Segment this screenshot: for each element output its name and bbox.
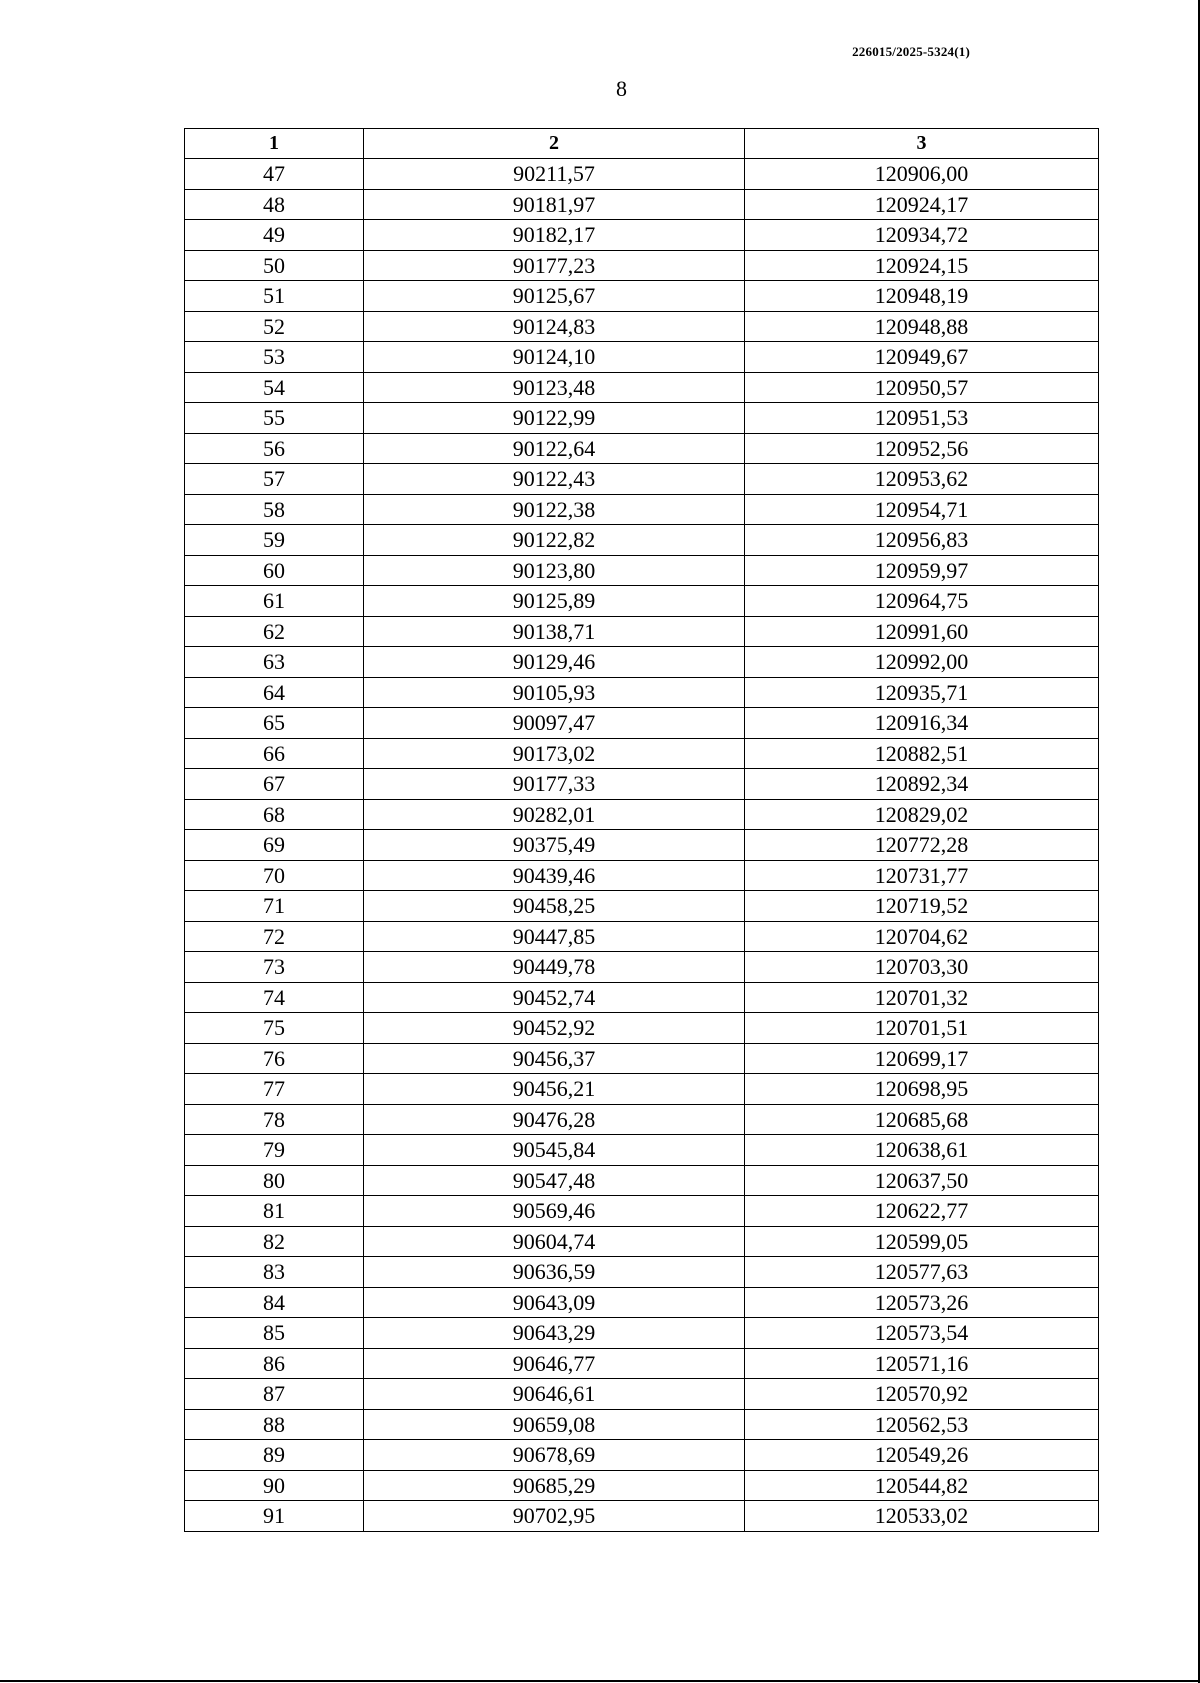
table-row <box>185 1104 1099 1135</box>
x-coordinate-cell: 90282,01 <box>364 799 745 830</box>
table-row <box>185 159 1099 190</box>
y-coordinate-cell: 120698,95 <box>745 1074 1099 1105</box>
point-number-cell: 68 <box>185 799 364 830</box>
table-row <box>185 616 1099 647</box>
y-coordinate-cell: 120638,61 <box>745 1135 1099 1166</box>
document-reference-number: 226015/2025-5324(1) <box>852 44 970 59</box>
point-number-cell: 86 <box>185 1348 364 1379</box>
y-coordinate-cell: 120951,53 <box>745 403 1099 434</box>
y-coordinate-cell: 120882,51 <box>745 738 1099 769</box>
x-coordinate-cell: 90545,84 <box>364 1135 745 1166</box>
point-number-cell: 83 <box>185 1257 364 1288</box>
table-row <box>185 1257 1099 1288</box>
x-coordinate-cell: 90122,99 <box>364 403 745 434</box>
point-number-cell: 59 <box>185 525 364 556</box>
point-number-cell: 60 <box>185 555 364 586</box>
x-coordinate-cell: 90173,02 <box>364 738 745 769</box>
table-row <box>185 1470 1099 1501</box>
y-coordinate-cell: 120544,82 <box>745 1470 1099 1501</box>
x-coordinate-cell: 90659,08 <box>364 1409 745 1440</box>
x-coordinate-cell: 90122,38 <box>364 494 745 525</box>
x-coordinate-cell: 90105,93 <box>364 677 745 708</box>
y-coordinate-cell: 120950,57 <box>745 372 1099 403</box>
x-coordinate-cell: 90646,77 <box>364 1348 745 1379</box>
table-row <box>185 1318 1099 1349</box>
y-coordinate-cell: 120699,17 <box>745 1043 1099 1074</box>
point-number-cell: 62 <box>185 616 364 647</box>
table-row <box>185 433 1099 464</box>
x-coordinate-cell: 90678,69 <box>364 1440 745 1471</box>
table-row <box>185 1348 1099 1379</box>
x-coordinate-cell: 90569,46 <box>364 1196 745 1227</box>
y-coordinate-cell: 120731,77 <box>745 860 1099 891</box>
table-row <box>185 1135 1099 1166</box>
x-coordinate-cell: 90124,83 <box>364 311 745 342</box>
x-coordinate-cell: 90138,71 <box>364 616 745 647</box>
y-coordinate-cell: 120570,92 <box>745 1379 1099 1410</box>
point-number-cell: 52 <box>185 311 364 342</box>
y-coordinate-cell: 120906,00 <box>745 159 1099 190</box>
x-coordinate-cell: 90123,48 <box>364 372 745 403</box>
y-coordinate-cell: 120549,26 <box>745 1440 1099 1471</box>
point-number-cell: 69 <box>185 830 364 861</box>
table-row <box>185 830 1099 861</box>
x-coordinate-cell: 90547,48 <box>364 1165 745 1196</box>
x-coordinate-cell: 90122,82 <box>364 525 745 556</box>
y-coordinate-cell: 120892,34 <box>745 769 1099 800</box>
table-body <box>185 159 1099 1532</box>
y-coordinate-cell: 120701,32 <box>745 982 1099 1013</box>
table-row <box>185 921 1099 952</box>
table-row <box>185 555 1099 586</box>
table-row <box>185 311 1099 342</box>
y-coordinate-cell: 120924,17 <box>745 189 1099 220</box>
point-number-cell: 76 <box>185 1043 364 1074</box>
table-row <box>185 586 1099 617</box>
y-coordinate-cell: 120533,02 <box>745 1501 1099 1532</box>
table-row <box>185 281 1099 312</box>
x-coordinate-cell: 90643,09 <box>364 1287 745 1318</box>
point-number-cell: 89 <box>185 1440 364 1471</box>
table-row <box>185 1409 1099 1440</box>
y-coordinate-cell: 120571,16 <box>745 1348 1099 1379</box>
page-number: 8 <box>616 76 627 101</box>
point-number-cell: 57 <box>185 464 364 495</box>
y-coordinate-cell: 120719,52 <box>745 891 1099 922</box>
point-number-cell: 75 <box>185 1013 364 1044</box>
point-number-cell: 58 <box>185 494 364 525</box>
y-coordinate-cell: 120577,63 <box>745 1257 1099 1288</box>
table-row <box>185 1379 1099 1410</box>
x-coordinate-cell: 90177,33 <box>364 769 745 800</box>
table-row <box>185 220 1099 251</box>
page-edge-bottom <box>0 1680 1200 1682</box>
y-coordinate-cell: 120953,62 <box>745 464 1099 495</box>
y-coordinate-cell: 120916,34 <box>745 708 1099 739</box>
x-coordinate-cell: 90122,64 <box>364 433 745 464</box>
y-coordinate-cell: 120562,53 <box>745 1409 1099 1440</box>
y-coordinate-cell: 120599,05 <box>745 1226 1099 1257</box>
point-number-cell: 80 <box>185 1165 364 1196</box>
x-coordinate-cell: 90375,49 <box>364 830 745 861</box>
y-coordinate-cell: 120573,54 <box>745 1318 1099 1349</box>
point-number-cell: 70 <box>185 860 364 891</box>
point-number-cell: 53 <box>185 342 364 373</box>
x-coordinate-cell: 90456,21 <box>364 1074 745 1105</box>
point-number-cell: 64 <box>185 677 364 708</box>
x-coordinate-cell: 90124,10 <box>364 342 745 373</box>
table-row <box>185 525 1099 556</box>
point-number-cell: 67 <box>185 769 364 800</box>
y-coordinate-cell: 120952,56 <box>745 433 1099 464</box>
table-row <box>185 738 1099 769</box>
y-coordinate-cell: 120964,75 <box>745 586 1099 617</box>
x-coordinate-cell: 90125,89 <box>364 586 745 617</box>
y-coordinate-cell: 120924,15 <box>745 250 1099 281</box>
point-number-cell: 84 <box>185 1287 364 1318</box>
point-number-cell: 51 <box>185 281 364 312</box>
y-coordinate-cell: 120701,51 <box>745 1013 1099 1044</box>
table-row <box>185 860 1099 891</box>
table-row <box>185 1165 1099 1196</box>
point-number-cell: 91 <box>185 1501 364 1532</box>
y-coordinate-cell: 120772,28 <box>745 830 1099 861</box>
point-number-cell: 50 <box>185 250 364 281</box>
table-row <box>185 982 1099 1013</box>
x-coordinate-cell: 90122,43 <box>364 464 745 495</box>
x-coordinate-cell: 90636,59 <box>364 1257 745 1288</box>
point-number-cell: 63 <box>185 647 364 678</box>
point-number-cell: 47 <box>185 159 364 190</box>
point-number-cell: 73 <box>185 952 364 983</box>
point-number-cell: 77 <box>185 1074 364 1105</box>
x-coordinate-cell: 90211,57 <box>364 159 745 190</box>
x-coordinate-cell: 90097,47 <box>364 708 745 739</box>
table-row <box>185 342 1099 373</box>
x-coordinate-cell: 90604,74 <box>364 1226 745 1257</box>
table-row <box>185 250 1099 281</box>
point-number-cell: 82 <box>185 1226 364 1257</box>
y-coordinate-cell: 120704,62 <box>745 921 1099 952</box>
y-coordinate-cell: 120991,60 <box>745 616 1099 647</box>
table-row <box>185 677 1099 708</box>
x-coordinate-cell: 90439,46 <box>364 860 745 891</box>
table-row <box>185 403 1099 434</box>
point-number-cell: 90 <box>185 1470 364 1501</box>
x-coordinate-cell: 90685,29 <box>364 1470 745 1501</box>
table-row <box>185 952 1099 983</box>
table-row <box>185 769 1099 800</box>
y-coordinate-cell: 120948,88 <box>745 311 1099 342</box>
y-coordinate-cell: 120622,77 <box>745 1196 1099 1227</box>
x-coordinate-cell: 90702,95 <box>364 1501 745 1532</box>
table-header-row <box>185 129 1099 159</box>
y-coordinate-cell: 120935,71 <box>745 677 1099 708</box>
point-number-cell: 88 <box>185 1409 364 1440</box>
point-number-cell: 71 <box>185 891 364 922</box>
x-coordinate-cell: 90456,37 <box>364 1043 745 1074</box>
point-number-cell: 56 <box>185 433 364 464</box>
table-row <box>185 1196 1099 1227</box>
y-coordinate-cell: 120948,19 <box>745 281 1099 312</box>
table-row <box>185 1440 1099 1471</box>
point-number-cell: 72 <box>185 921 364 952</box>
point-number-cell: 61 <box>185 586 364 617</box>
x-coordinate-cell: 90181,97 <box>364 189 745 220</box>
y-coordinate-cell: 120954,71 <box>745 494 1099 525</box>
x-coordinate-cell: 90182,17 <box>364 220 745 251</box>
point-number-cell: 81 <box>185 1196 364 1227</box>
column-header-1: 1 <box>185 129 364 159</box>
table-row <box>185 372 1099 403</box>
y-coordinate-cell: 120934,72 <box>745 220 1099 251</box>
x-coordinate-cell: 90452,92 <box>364 1013 745 1044</box>
column-header-3: 3 <box>745 129 1099 159</box>
table-row <box>185 647 1099 678</box>
y-coordinate-cell: 120959,97 <box>745 555 1099 586</box>
y-coordinate-cell: 120949,67 <box>745 342 1099 373</box>
point-number-cell: 85 <box>185 1318 364 1349</box>
point-number-cell: 54 <box>185 372 364 403</box>
x-coordinate-cell: 90125,67 <box>364 281 745 312</box>
x-coordinate-cell: 90177,23 <box>364 250 745 281</box>
point-number-cell: 48 <box>185 189 364 220</box>
point-number-cell: 66 <box>185 738 364 769</box>
point-number-cell: 65 <box>185 708 364 739</box>
table-row <box>185 1043 1099 1074</box>
point-number-cell: 74 <box>185 982 364 1013</box>
x-coordinate-cell: 90646,61 <box>364 1379 745 1410</box>
x-coordinate-cell: 90452,74 <box>364 982 745 1013</box>
x-coordinate-cell: 90476,28 <box>364 1104 745 1135</box>
x-coordinate-cell: 90129,46 <box>364 647 745 678</box>
table-row <box>185 1226 1099 1257</box>
y-coordinate-cell: 120703,30 <box>745 952 1099 983</box>
y-coordinate-cell: 120956,83 <box>745 525 1099 556</box>
table-row <box>185 1501 1099 1532</box>
table-row <box>185 494 1099 525</box>
point-number-cell: 87 <box>185 1379 364 1410</box>
table-row <box>185 1013 1099 1044</box>
coordinates-table <box>184 128 1099 1532</box>
point-number-cell: 55 <box>185 403 364 434</box>
table-row <box>185 1074 1099 1105</box>
point-number-cell: 49 <box>185 220 364 251</box>
table-row <box>185 891 1099 922</box>
x-coordinate-cell: 90123,80 <box>364 555 745 586</box>
table-row <box>185 189 1099 220</box>
x-coordinate-cell: 90447,85 <box>364 921 745 952</box>
y-coordinate-cell: 120637,50 <box>745 1165 1099 1196</box>
x-coordinate-cell: 90643,29 <box>364 1318 745 1349</box>
table-row <box>185 1287 1099 1318</box>
point-number-cell: 79 <box>185 1135 364 1166</box>
x-coordinate-cell: 90458,25 <box>364 891 745 922</box>
point-number-cell: 78 <box>185 1104 364 1135</box>
x-coordinate-cell: 90449,78 <box>364 952 745 983</box>
table-row <box>185 708 1099 739</box>
y-coordinate-cell: 120829,02 <box>745 799 1099 830</box>
y-coordinate-cell: 120992,00 <box>745 647 1099 678</box>
y-coordinate-cell: 120685,68 <box>745 1104 1099 1135</box>
column-header-2: 2 <box>364 129 745 159</box>
y-coordinate-cell: 120573,26 <box>745 1287 1099 1318</box>
table-row <box>185 464 1099 495</box>
table-row <box>185 799 1099 830</box>
